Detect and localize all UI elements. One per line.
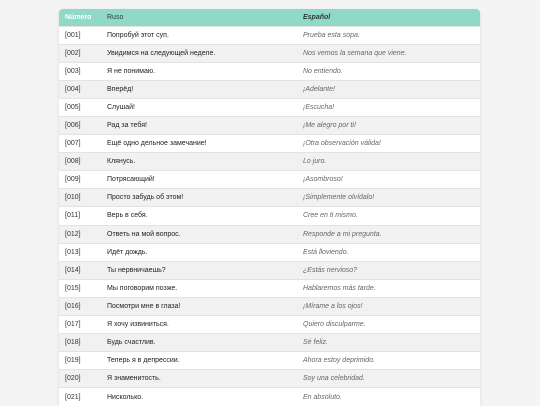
table-row[interactable] (59, 62, 480, 80)
table-row[interactable] (59, 352, 480, 370)
row-number: [019] (65, 357, 81, 365)
table-row[interactable] (59, 80, 480, 98)
table-row[interactable] (59, 316, 480, 334)
phrase-table-card (59, 9, 480, 406)
russian-phrase: Идёт дождь. (107, 248, 148, 256)
row-number: [008] (65, 158, 81, 166)
spanish-phrase: ¿Estás nervioso? (303, 266, 358, 274)
table-row[interactable] (59, 171, 480, 189)
table-row[interactable] (59, 225, 480, 243)
table-body (59, 26, 480, 406)
row-number: [011] (65, 212, 81, 220)
row-number: [020] (65, 375, 81, 383)
spanish-phrase: No entiendo. (303, 67, 343, 75)
table-header (59, 9, 480, 26)
row-number: [015] (65, 284, 81, 292)
row-number: [016] (65, 302, 81, 310)
spanish-phrase: Cree en ti mismo. (303, 212, 358, 220)
spanish-phrase: ¡Escucha! (303, 103, 335, 111)
row-number: [004] (65, 85, 81, 93)
row-number: [017] (65, 321, 81, 329)
table-row[interactable] (59, 135, 480, 153)
russian-phrase: Мы поговорим позже. (107, 284, 178, 292)
spanish-phrase: Está lloviendo. (303, 248, 349, 256)
spanish-phrase: En absoluto. (303, 393, 342, 401)
russian-phrase: Посмотри мне в глаза! (107, 302, 181, 310)
spanish-phrase: ¡Me alegro por ti! (303, 122, 356, 130)
table-row[interactable] (59, 261, 480, 279)
row-number: [013] (65, 248, 81, 256)
table-row[interactable] (59, 116, 480, 134)
table-row[interactable] (59, 44, 480, 62)
russian-phrase: Ещё одно дельное замечание! (107, 140, 207, 148)
spanish-phrase: Soy una celebridad. (303, 375, 365, 383)
row-number: [021] (65, 393, 81, 401)
row-number: [012] (65, 230, 81, 238)
row-number: [001] (65, 31, 81, 39)
header-row (59, 9, 480, 26)
row-number: [002] (65, 49, 81, 57)
spanish-phrase: ¡Otra observación válida! (303, 140, 381, 148)
russian-phrase: Рад за тебя! (107, 122, 147, 130)
russian-phrase: Слушай! (107, 103, 136, 111)
table-row[interactable] (59, 297, 480, 315)
table-row[interactable] (59, 370, 480, 388)
spanish-phrase: Lo juro. (303, 158, 327, 166)
table-row[interactable] (59, 334, 480, 352)
spanish-phrase: ¡Simplemente olvídalo! (303, 194, 375, 202)
header-number[interactable]: Número (65, 13, 92, 21)
row-number: [014] (65, 266, 81, 274)
table-row[interactable] (59, 189, 480, 207)
russian-phrase: Теперь я в депрессии. (107, 357, 180, 365)
russian-phrase: Нисколько. (107, 393, 144, 401)
russian-phrase: Ответь на мой вопрос. (107, 230, 181, 238)
row-number: [009] (65, 176, 81, 184)
table-row[interactable] (59, 388, 480, 406)
russian-phrase: Я хочу извиниться. (107, 321, 169, 329)
row-number: [003] (65, 67, 81, 75)
russian-phrase: Я не понимаю. (107, 67, 156, 75)
russian-phrase: Увидимся на следующей неделе. (107, 49, 216, 57)
row-number: [006] (65, 122, 81, 130)
spanish-phrase: Sé feliz. (303, 339, 328, 347)
table-row[interactable] (59, 243, 480, 261)
russian-phrase: Просто забудь об этом! (107, 194, 184, 202)
spanish-phrase: Responde a mi pregunta. (303, 230, 382, 238)
row-number: [018] (65, 339, 81, 347)
russian-phrase: Потрясающий! (107, 176, 155, 184)
row-number: [005] (65, 103, 81, 111)
table-row[interactable] (59, 26, 480, 44)
russian-phrase: Клянусь. (107, 158, 136, 166)
spanish-phrase: Hablaremos más tarde. (303, 284, 376, 292)
russian-phrase: Будь счастлив. (107, 339, 156, 347)
russian-phrase: Вперёд! (107, 85, 134, 93)
spanish-phrase: Nos vemos la semana que viene. (303, 49, 407, 57)
spanish-phrase: ¡Asombroso! (303, 176, 343, 184)
table-row[interactable] (59, 98, 480, 116)
table-row[interactable] (59, 207, 480, 225)
phrase-table (59, 9, 480, 406)
russian-phrase: Я знаменитость. (107, 375, 161, 383)
row-number: [007] (65, 140, 81, 148)
spanish-phrase: Quiero disculparme. (303, 321, 366, 329)
spanish-phrase: ¡Adelante! (303, 85, 335, 93)
header-russian[interactable]: Ruso (107, 13, 124, 21)
spanish-phrase: ¡Mírame a los ojos! (303, 302, 363, 310)
header-spanish[interactable]: Español (303, 13, 331, 21)
russian-phrase: Попробуй этот суп. (107, 31, 169, 39)
russian-phrase: Верь в себя. (107, 212, 148, 220)
russian-phrase: Ты нервничаешь? (107, 266, 166, 274)
spanish-phrase: Ahora estoy deprimido. (303, 357, 375, 365)
table-row[interactable] (59, 153, 480, 171)
spanish-phrase: Prueba esta sopa. (303, 31, 360, 39)
table-row[interactable] (59, 279, 480, 297)
row-number: [010] (65, 194, 81, 202)
